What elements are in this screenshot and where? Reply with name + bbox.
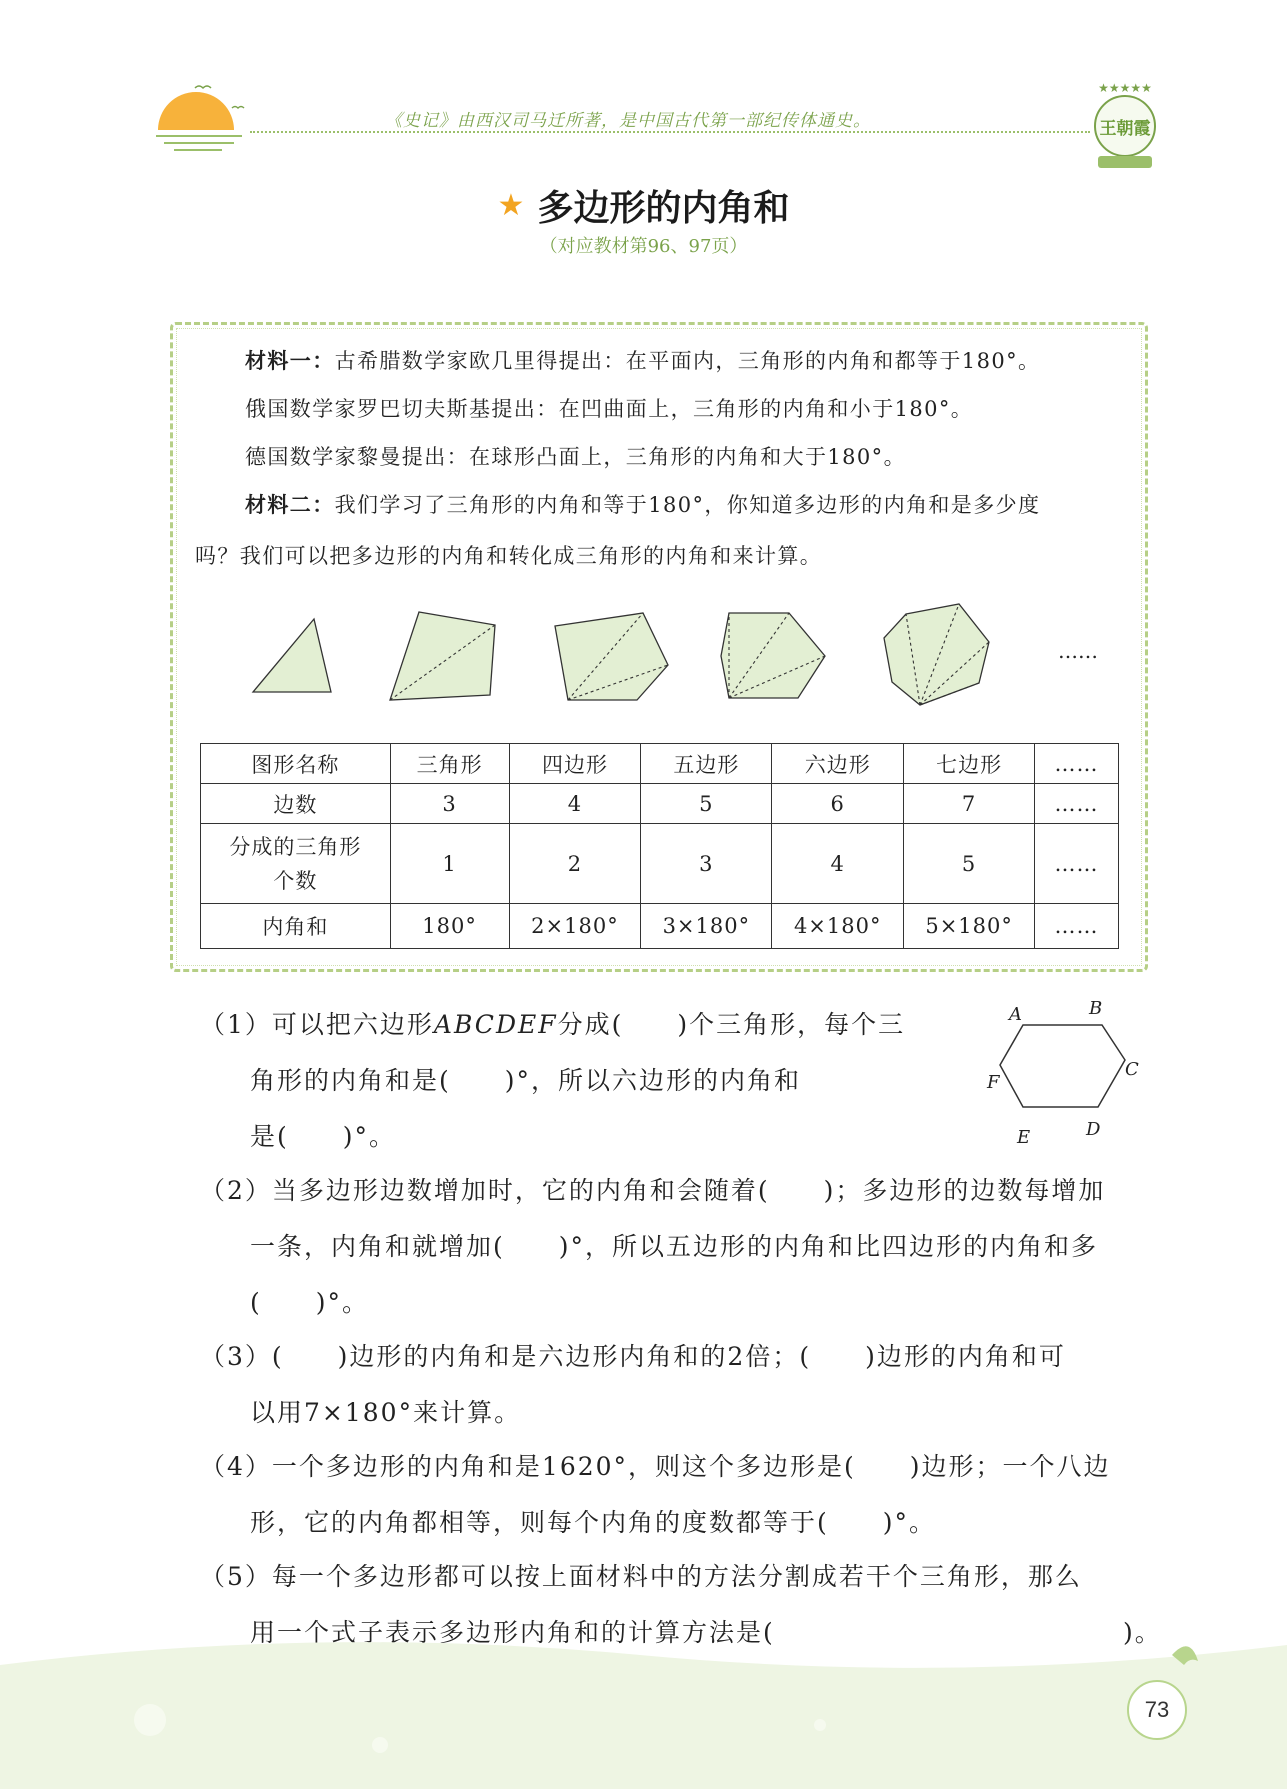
question-4-line2: 形，它的内角都相等，则每个内角的度数都等于( )°。	[250, 1508, 937, 1537]
table-cell: 6	[772, 784, 904, 824]
question-1-line3: 是( )°。	[250, 1122, 397, 1151]
question-2-line2: 一条，内角和就增加( )°，所以五边形的内角和比四边形的内角和多	[250, 1232, 1099, 1261]
material-one-line2: 俄国数学家罗巴切夫斯基提出：在凹曲面上，三角形的内角和小于180°。	[245, 397, 974, 421]
table-cell: 5	[904, 824, 1035, 904]
vertex-label-e: E	[1017, 1127, 1031, 1148]
heptagon-shape	[884, 604, 989, 705]
hexagon-abcdef-figure	[975, 995, 1155, 1155]
vertex-label-b: B	[1089, 998, 1103, 1019]
table-header-cell: ……	[1035, 744, 1119, 784]
question-1-prefix: （1）可以把六边形	[200, 1010, 434, 1039]
hexagon-name: ABCDEF	[433, 1010, 558, 1039]
sunset-icon	[150, 80, 250, 160]
page-subtitle: （对应教材第96、97页）	[539, 236, 748, 257]
table-cell: 4×180°	[772, 904, 904, 949]
shapes-ellipsis: ……	[1058, 639, 1098, 663]
question-5-end: )。	[1123, 1618, 1162, 1647]
polygon-table	[200, 743, 1119, 949]
question-3-line1: （3）( )边形的内角和是六边形内角和的2倍；( )边形的内角和可	[200, 1342, 1066, 1371]
table-cell: 1	[390, 824, 509, 904]
footer-decoration	[0, 1625, 1287, 1789]
table-cell: 边数	[201, 784, 391, 824]
table-header-cell: 五边形	[641, 744, 772, 784]
header-quote: 《史记》由西汉司马迁所著，是中国古代第一部纪传体通史。	[385, 111, 871, 131]
star-icon: ★	[497, 188, 525, 223]
material-one-line	[245, 337, 1040, 385]
logo-text: 王朝霞	[1099, 119, 1151, 139]
page-title: 多边形的内角和	[537, 188, 790, 229]
page-number: 73	[1127, 1680, 1187, 1740]
table-cell: 5	[641, 784, 772, 824]
table-cell: 内角和	[201, 904, 391, 949]
material-one-text: 古希腊数学家欧几里得提出：在平面内，三角形的内角和都等于180°。	[334, 349, 1041, 373]
question-4-line1: （4）一个多边形的内角和是1620°，则这个多边形是( )边形；一个八边	[200, 1452, 1111, 1481]
material-two-label: 材料二：	[245, 493, 335, 517]
table-cell: 7	[904, 784, 1035, 824]
table-cell: 3	[390, 784, 509, 824]
table-cell: 分成的三角形个数	[201, 824, 391, 904]
table-header-cell: 四边形	[509, 744, 641, 784]
table-cell: ……	[1035, 904, 1119, 949]
triangle-shape	[253, 619, 331, 692]
publisher-logo	[1088, 78, 1162, 172]
table-cell: 5×180°	[904, 904, 1035, 949]
question-3-line2: 以用7×180°来计算。	[250, 1398, 522, 1427]
table-row	[201, 824, 1119, 904]
table-cell: 2	[509, 824, 641, 904]
question-5-line1: （5）每一个多边形都可以按上面材料中的方法分割成若干个三角形，那么	[200, 1562, 1082, 1591]
vertex-label-a: A	[1009, 1004, 1022, 1025]
material-two-line	[245, 481, 1040, 529]
vertex-label-f: F	[987, 1072, 1000, 1093]
question-2-line3: ( )°。	[250, 1288, 370, 1317]
table-cell: 4	[509, 784, 641, 824]
table-cell: 3	[641, 824, 772, 904]
table-header-cell: 图形名称	[201, 744, 391, 784]
header-divider	[250, 131, 1090, 133]
table-cell: 2×180°	[509, 904, 641, 949]
question-2-line1: （2）当多边形边数增加时，它的内角和会随着( )；多边形的边数每增加	[200, 1176, 1106, 1205]
table-cell: 180°	[390, 904, 509, 949]
table-row	[201, 904, 1119, 949]
question-1-suffix: 分成( )个三角形，每个三	[557, 1010, 906, 1039]
material-two-line2: 吗？我们可以把多边形的内角和转化成三角形的内角和来计算。	[195, 544, 823, 568]
polygon-diagrams	[240, 600, 1120, 720]
material-two-text: 我们学习了三角形的内角和等于180°，你知道多边形的内角和是多少度	[334, 493, 1041, 517]
table-cell: 3×180°	[641, 904, 772, 949]
table-header-cell: 三角形	[390, 744, 509, 784]
question-5-line2: 用一个式子表示多边形内角和的计算方法是(	[250, 1618, 775, 1647]
vertex-label-c: C	[1125, 1059, 1139, 1080]
question-1-line1	[200, 997, 905, 1053]
material-one-label: 材料一：	[245, 349, 335, 373]
table-header-cell: 六边形	[772, 744, 904, 784]
question-1-line2: 角形的内角和是( )°，所以六边形的内角和	[250, 1066, 802, 1095]
title-row	[0, 180, 1287, 231]
quadrilateral-shape	[390, 612, 495, 700]
pentagon-shape	[555, 613, 668, 700]
table-header-cell: 七边形	[904, 744, 1035, 784]
table-cell: 4	[772, 824, 904, 904]
table-row	[201, 744, 1119, 784]
material-one-line3: 德国数学家黎曼提出：在球形凸面上，三角形的内角和大于180°。	[245, 445, 906, 469]
table-cell: ……	[1035, 784, 1119, 824]
table-cell: ……	[1035, 824, 1119, 904]
vertex-label-d: D	[1086, 1119, 1101, 1140]
svg-text:★★★★★: ★★★★★	[1098, 81, 1152, 95]
table-row	[201, 784, 1119, 824]
hexagon-shape	[721, 613, 825, 698]
